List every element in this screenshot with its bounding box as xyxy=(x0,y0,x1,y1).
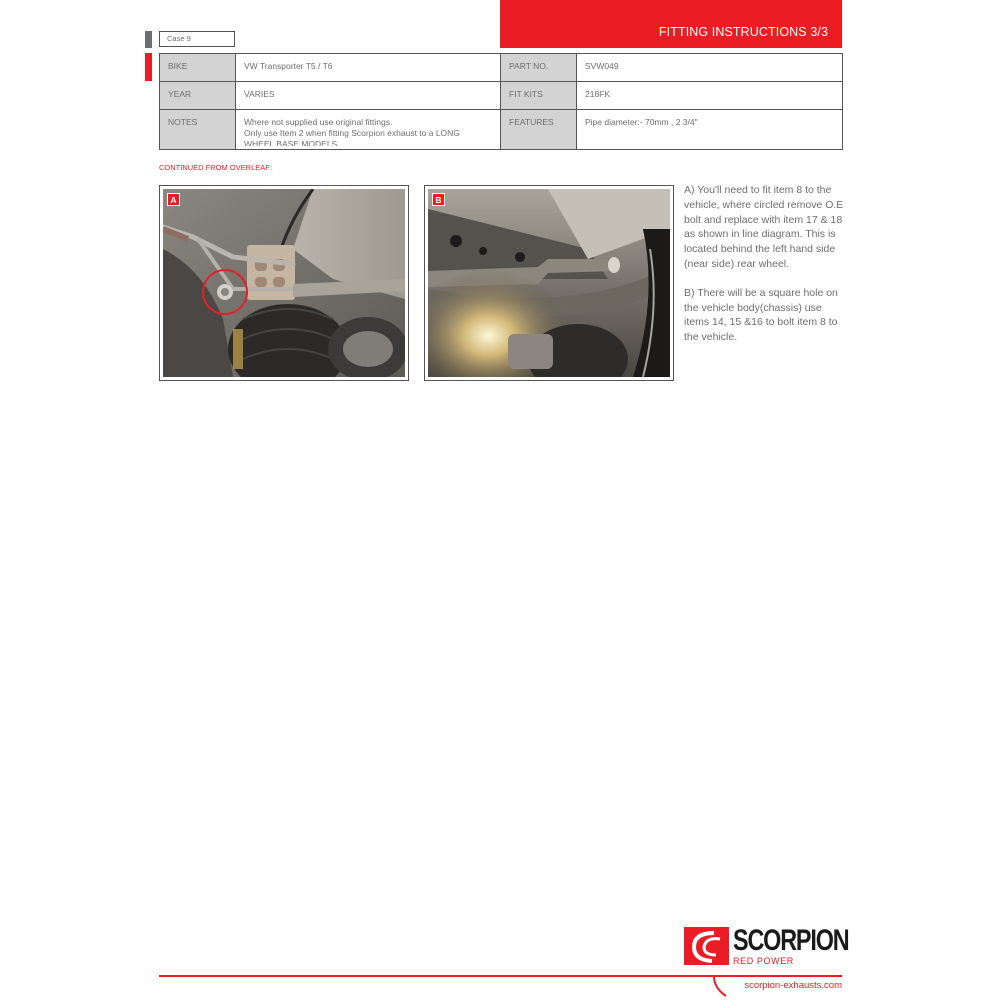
photo-a xyxy=(159,185,409,381)
notes-label: NOTES xyxy=(160,110,236,150)
brand-name: SCORPION xyxy=(733,924,849,957)
photo-a-badge: A xyxy=(167,193,180,206)
part-no-value: SVW049 xyxy=(577,54,843,82)
instructions-text xyxy=(684,183,846,359)
website-link[interactable]: scorpion-exhausts.com xyxy=(744,980,842,991)
bike-value: VW Transporter T5 / T6 xyxy=(236,54,501,82)
part-no-label: PART NO. xyxy=(501,54,577,82)
bike-label: BIKE xyxy=(160,54,236,82)
fit-kits-label: FIT KITS xyxy=(501,82,577,110)
features-label: FEATURES xyxy=(501,110,577,150)
table-row xyxy=(160,82,843,110)
instruction-step-b: B) There will be a square hole on the vehicle body(chassis) use items 14, 15 &16 to bolt item 8 to the vehicle. xyxy=(684,286,838,344)
brand-tagline: RED POWER xyxy=(733,956,794,966)
page-title: FITTING INSTRUCTIONS 3/3 xyxy=(658,25,828,39)
continued-label: CONTINUED FROM OVERLEAF: xyxy=(159,163,272,172)
fit-kits-value: 218FK xyxy=(577,82,843,110)
notes-line: Where not supplied use original fittings. xyxy=(244,117,393,127)
photo-b-image xyxy=(428,189,670,377)
features-value: Pipe diameter:- 70mm , 2 3/4" xyxy=(577,110,843,150)
year-label: YEAR xyxy=(160,82,236,110)
notes-line: WHEEL BASE MODELS. xyxy=(244,139,340,146)
instruction-step-a: A) You'll need to fit item 8 to the vehicle, where circled remove O.E bolt and replace with item 17 & 18 as shown in line diagram. This is located behind the left hand side (near side) rear wheel. xyxy=(684,184,844,270)
table-row xyxy=(160,110,843,150)
photo-b-badge: B xyxy=(432,193,445,206)
table-row xyxy=(160,54,843,82)
photo-a-image xyxy=(163,189,405,377)
header-banner xyxy=(500,0,842,48)
notes-line: Only use Item 2 when fitting Scorpion exhaust to a LONG xyxy=(244,128,460,138)
info-table xyxy=(159,53,843,150)
case-label: Case 9 xyxy=(159,31,235,47)
photo-b-illustration xyxy=(428,189,670,377)
footer-divider-tail xyxy=(712,974,732,998)
year-value: VARIES xyxy=(236,82,501,110)
photo-a-illustration xyxy=(163,189,405,377)
case-tab-marker xyxy=(145,31,152,48)
scorpion-logo xyxy=(684,924,849,970)
notes-value xyxy=(236,110,501,150)
footer-divider xyxy=(159,975,842,977)
photo-b xyxy=(424,185,674,381)
scorpion-logo-icon xyxy=(684,927,729,965)
table-tab-marker xyxy=(145,53,152,81)
